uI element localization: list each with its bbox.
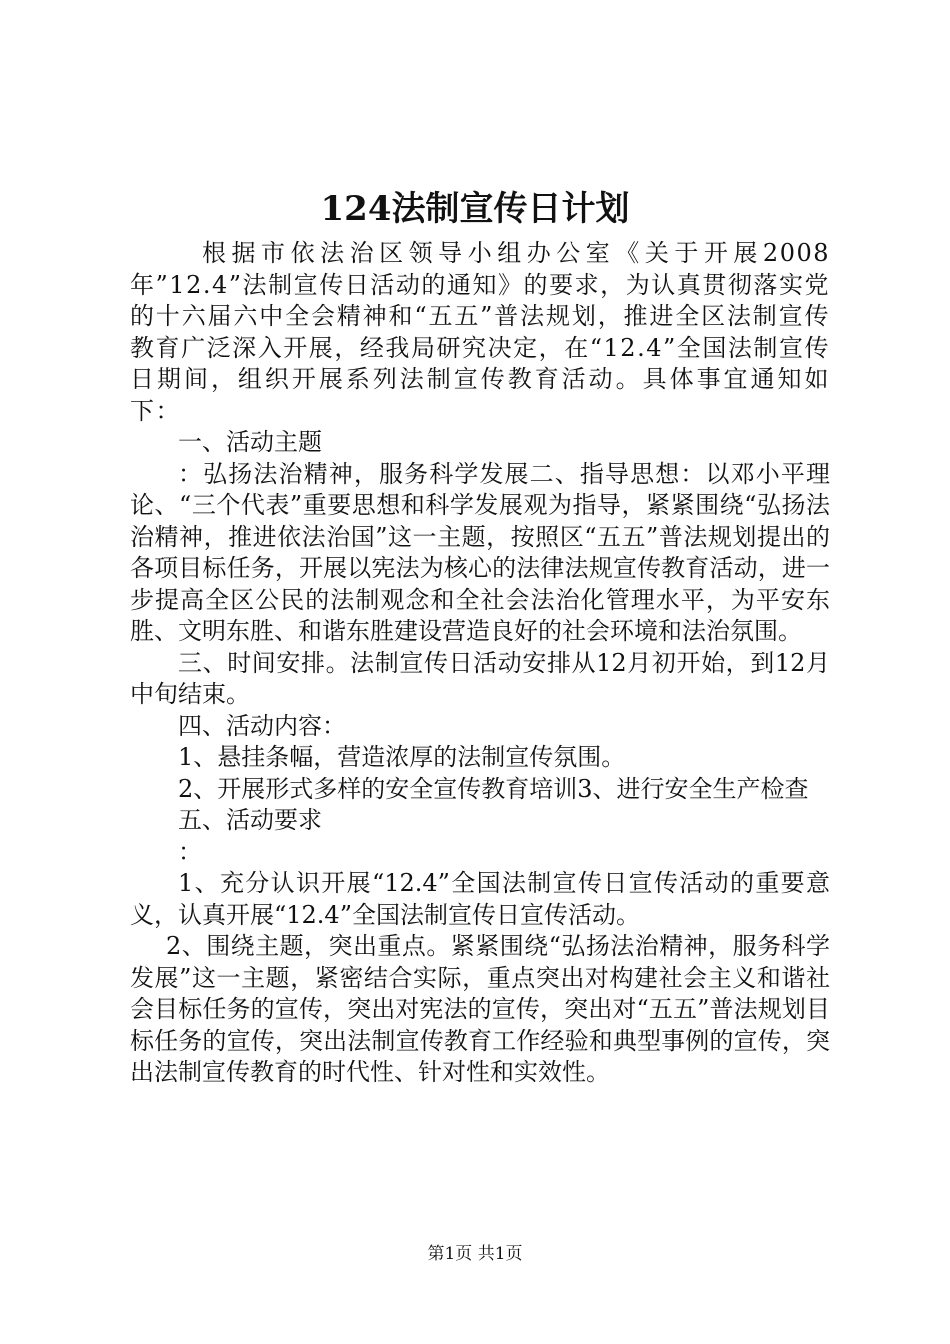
page-number-footer: 第1页 共1页 [427, 1244, 523, 1264]
requirements-colon: ： [178, 837, 202, 866]
section-heading-requirements: 五、活动要求 [178, 806, 322, 834]
intro-paragraph: 根据市依法治区领导小组办公室《关于开展2008年”12.4”法制宣传日活动的通知》的要求，为认真贯彻落实党的十六届六中全会精神和“五五”普法规划，推进全区法制宣传教育广泛深入开展，经我局研究决定，在“12.4”全国法制宣传日期间，组织开展系列法制宣传教育活动。具体事宜通知如下： [130, 239, 830, 425]
section-heading-content: 四、活动内容： [178, 711, 346, 740]
requirement-item-1: 1、充分认识开展“12.4”全国法制宣传日宣传活动的重要意义，认真开展“12.4”全国法制宣传日宣传活动。 [130, 869, 830, 929]
content-item-1: 1、悬挂条幅，营造浓厚的法制宣传氛围。 [178, 743, 626, 771]
document-title: 124法制宣传日计划 [320, 189, 630, 229]
document-body [130, 238, 830, 1089]
section-heading-theme: 一、活动主题 [178, 428, 322, 456]
requirement-item-2: 2、围绕主题，突出重点。紧紧围绕“弘扬法治精神，服务科学发展”这一主题，紧密结合实际，重点突出对构建社会主义和谐社会目标任务的宣传，突出对宪法的宣传，突出对“五五”普法规划目标任务的宣传，突出法制宣传教育工作经验和典型事例的宣传，突出法制宣传教育的时代性、针对性和实效性。 [130, 932, 830, 1086]
content-item-2: 2、开展形式多样的安全宣传教育培训3、进行安全生产检查 [178, 774, 809, 803]
theme-and-guiding-paragraph: ：弘扬法治精神，服务科学发展二、指导思想：以邓小平理论、“三个代表”重要思想和科学发展观为指导，紧紧围绕“弘扬法治精神，推进依法治国”这一主题，按照区“五五”普法规划提出的各项目标任务，开展以宪法为核心的法律法规宣传教育活动，进一步提高全区公民的法制观念和全社会法治化管理水平，为平安东胜、文明东胜、和谐东胜建设营造良好的社会环境和法治氛围。 [130, 459, 830, 645]
schedule-paragraph: 三、时间安排。法制宣传日活动安排从12月初开始，到12月中旬结束。 [130, 648, 830, 708]
